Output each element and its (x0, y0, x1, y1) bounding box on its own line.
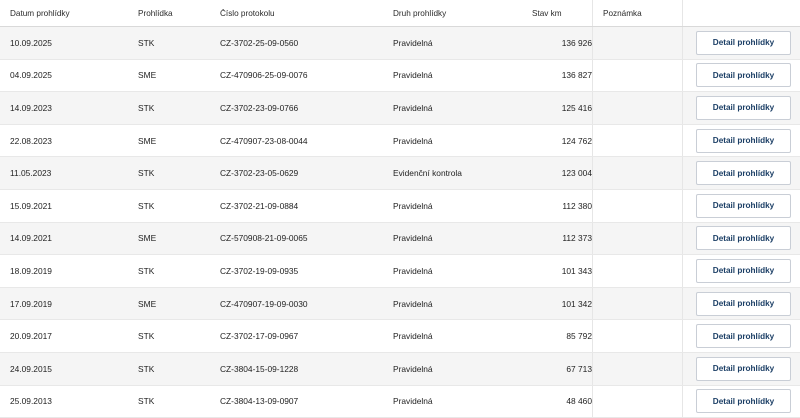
cell-action (682, 320, 800, 352)
cell-odometer: 112 373 (562, 233, 592, 244)
detail-inspection-button[interactable]: Detail prohlídky (696, 324, 791, 348)
cell-action (682, 125, 800, 157)
cell-inspection-kind: Pravidelná (393, 70, 433, 81)
cell-odometer: 48 460 (566, 396, 592, 407)
table-row (0, 190, 800, 223)
cell-date: 17.09.2019 (10, 298, 52, 309)
cell-note (592, 353, 682, 385)
cell-action (682, 190, 800, 222)
header-note: Poznámka (592, 0, 682, 26)
cell-inspection-type: SME (138, 298, 157, 309)
header-inspection-type: Prohlídka (138, 8, 173, 18)
cell-inspection-kind: Evidenční kontrola (393, 168, 462, 179)
cell-protocol-number: CZ-3702-19-09-0935 (220, 265, 299, 276)
cell-odometer: 136 827 (561, 70, 592, 81)
cell-action (682, 92, 800, 124)
cell-odometer: 123 004 (561, 168, 592, 179)
cell-date: 15.09.2021 (10, 200, 52, 211)
detail-inspection-button[interactable]: Detail prohlídky (696, 31, 791, 55)
cell-odometer: 124 762 (561, 135, 592, 146)
cell-inspection-kind: Pravidelná (393, 396, 433, 407)
cell-note (592, 223, 682, 255)
table-row (0, 288, 800, 321)
cell-inspection-type: STK (138, 396, 155, 407)
table-row (0, 255, 800, 288)
cell-protocol-number: CZ-3702-21-09-0884 (220, 200, 299, 211)
cell-date: 10.09.2025 (10, 37, 52, 48)
cell-note (592, 320, 682, 352)
table-row (0, 353, 800, 386)
cell-action (682, 288, 800, 320)
cell-inspection-type: STK (138, 331, 155, 342)
cell-protocol-number: CZ-3702-23-09-0766 (220, 102, 299, 113)
cell-inspection-kind: Pravidelná (393, 265, 433, 276)
cell-inspection-type: STK (138, 102, 155, 113)
cell-odometer: 136 926 (561, 37, 592, 48)
cell-odometer: 67 713 (566, 363, 592, 374)
detail-inspection-button[interactable]: Detail prohlídky (696, 63, 791, 87)
table-row (0, 125, 800, 158)
detail-inspection-button[interactable]: Detail prohlídky (696, 226, 791, 250)
cell-inspection-kind: Pravidelná (393, 331, 433, 342)
cell-protocol-number: CZ-3804-15-09-1228 (220, 363, 299, 374)
header-odometer: Stav km (532, 8, 562, 18)
detail-inspection-button[interactable]: Detail prohlídky (696, 389, 791, 413)
cell-date: 14.09.2021 (10, 233, 52, 244)
cell-action (682, 353, 800, 385)
cell-inspection-type: STK (138, 363, 155, 374)
cell-date: 11.05.2023 (10, 168, 52, 179)
cell-protocol-number: CZ-3702-25-09-0560 (220, 37, 299, 48)
cell-action (682, 27, 800, 59)
cell-inspection-kind: Pravidelná (393, 102, 433, 113)
cell-odometer: 112 380 (562, 200, 592, 211)
table-row (0, 157, 800, 190)
cell-protocol-number: CZ-3702-17-09-0967 (220, 331, 299, 342)
cell-action (682, 386, 800, 418)
cell-note (592, 92, 682, 124)
cell-date: 04.09.2025 (10, 70, 52, 81)
cell-inspection-type: STK (138, 168, 155, 179)
detail-inspection-button[interactable]: Detail prohlídky (696, 161, 791, 185)
cell-inspection-kind: Pravidelná (393, 233, 433, 244)
header-protocol-number: Číslo protokolu (220, 8, 275, 18)
table-row (0, 27, 800, 60)
detail-inspection-button[interactable]: Detail prohlídky (696, 292, 791, 316)
cell-action (682, 60, 800, 92)
table-row (0, 320, 800, 353)
cell-note (592, 157, 682, 189)
cell-protocol-number: CZ-470907-19-09-0030 (220, 298, 308, 309)
cell-note (592, 125, 682, 157)
cell-note (592, 27, 682, 59)
cell-date: 14.09.2023 (10, 102, 52, 113)
cell-note (592, 288, 682, 320)
cell-inspection-type: STK (138, 37, 155, 48)
table-header-row (0, 0, 800, 27)
table-row (0, 223, 800, 256)
header-inspection-kind: Druh prohlídky (393, 8, 447, 18)
cell-note (592, 190, 682, 222)
cell-inspection-kind: Pravidelná (393, 298, 433, 309)
table-body (0, 27, 800, 418)
cell-note (592, 60, 682, 92)
cell-protocol-number: CZ-570908-21-09-0065 (220, 233, 308, 244)
cell-date: 25.09.2013 (10, 396, 52, 407)
cell-inspection-type: SME (138, 70, 157, 81)
cell-action (682, 255, 800, 287)
cell-inspection-kind: Pravidelná (393, 37, 433, 48)
detail-inspection-button[interactable]: Detail prohlídky (696, 96, 791, 120)
detail-inspection-button[interactable]: Detail prohlídky (696, 129, 791, 153)
cell-inspection-type: STK (138, 265, 155, 276)
cell-odometer: 85 792 (566, 331, 592, 342)
cell-protocol-number: CZ-3804-13-09-0907 (220, 396, 299, 407)
cell-protocol-number: CZ-470907-23-08-0044 (220, 135, 308, 146)
header-action (682, 0, 800, 26)
detail-inspection-button[interactable]: Detail prohlídky (696, 259, 791, 283)
cell-date: 18.09.2019 (10, 265, 52, 276)
cell-odometer: 101 342 (561, 298, 592, 309)
table-row (0, 92, 800, 125)
cell-note (592, 386, 682, 418)
cell-inspection-kind: Pravidelná (393, 135, 433, 146)
detail-inspection-button[interactable]: Detail prohlídky (696, 357, 791, 381)
cell-action (682, 223, 800, 255)
cell-action (682, 157, 800, 189)
table-row (0, 60, 800, 93)
cell-inspection-type: SME (138, 135, 157, 146)
cell-note (592, 255, 682, 287)
cell-date: 20.09.2017 (10, 331, 52, 342)
cell-protocol-number: CZ-470906-25-09-0076 (220, 70, 308, 81)
cell-inspection-type: SME (138, 233, 157, 244)
cell-date: 24.09.2015 (10, 363, 52, 374)
cell-inspection-kind: Pravidelná (393, 200, 433, 211)
header-date: Datum prohlídky (10, 8, 70, 18)
table-row (0, 386, 800, 418)
cell-inspection-type: STK (138, 200, 155, 211)
cell-odometer: 125 416 (561, 102, 592, 113)
cell-protocol-number: CZ-3702-23-05-0629 (220, 168, 299, 179)
cell-odometer: 101 343 (561, 265, 592, 276)
cell-date: 22.08.2023 (10, 135, 52, 146)
detail-inspection-button[interactable]: Detail prohlídky (696, 194, 791, 218)
cell-inspection-kind: Pravidelná (393, 363, 433, 374)
